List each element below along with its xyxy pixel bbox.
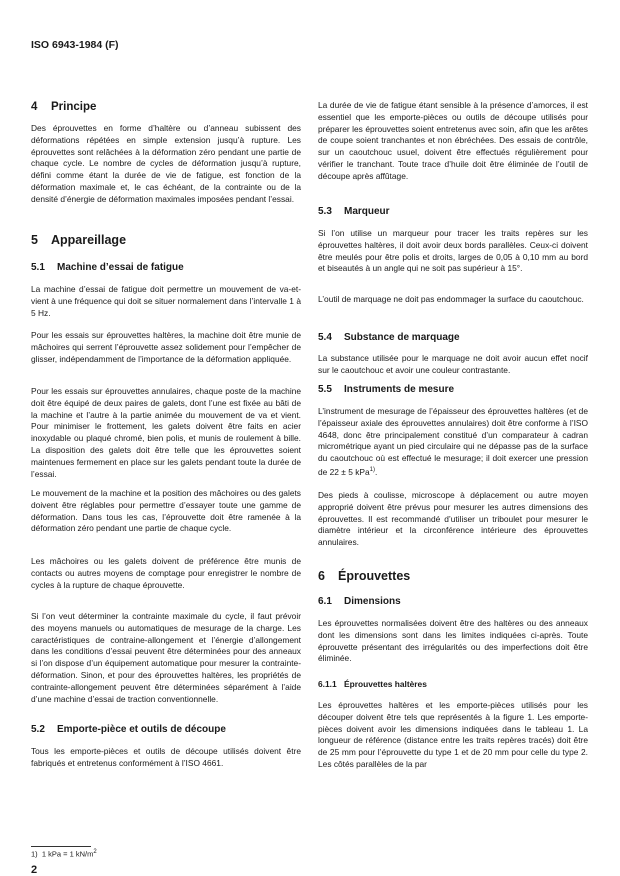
paragraph: Tous les emporte-pièces et outils de découpe utilisés doivent être fabriqués et entretenus conformément à l’ISO 4661. [31,746,301,768]
paragraph: Les éprouvettes normalisées doivent être des haltères ou des anneaux dont les dimensions sont dans les limites indiquées ci-après. Toute éprouvette présentant des irrégularités ou des imperfections doit être éliminée. [318,618,588,664]
footnote-divider [31,846,91,847]
paragraph: Pour les essais sur éprouvettes haltères, la machine doit être munie de mâchoires qui serrent l’éprouvette assez solidement pour l’empêcher de glisser, indépendamment de l’importance de la déformation appliquée. [31,330,301,364]
paragraph: La substance utilisée pour le marquage ne doit avoir aucun effet nocif sur le caoutchouc et avoir une couleur contrastante. [318,353,588,375]
section-title: Marqueur [344,206,390,217]
section-number: 5.1 [31,262,45,273]
footnote-superscript: 2 [93,849,97,855]
paragraph: La machine d’essai de fatigue doit permettre un mouvement de va-et-vient à une fréquence qui doit se situer normalement dans l’intervalle 1 à 5 Hz. [31,284,301,318]
paragraph: Des éprouvettes en forme d’haltère ou d’anneau subissent des déformations répétées en simple extension jusqu’à rupture. Les éprouvettes sont relâchées à la déformation zéro pendant une partie de chaque cycle. Le nombre de cycles de déformation jusqu’à rupture, défini comme étant la durée de vie de fatigue, est fonction de la déformation maximale et, le cas échéant, de la contrainte ou de la densité d’énergie de déformation maximales imposées pendant l’essai. [31,123,301,204]
section-title: Éprouvettes [338,569,411,583]
section-number: 5.2 [31,724,45,735]
section-number: 6.1 [318,596,332,607]
section-5-3-heading [318,206,588,217]
document-header: ISO 6943-1984 (F) [31,39,119,51]
paragraph: Des pieds à coulisse, microscope à déplacement ou autre moyen approprié doivent être prévus pour mesurer les autres dimensions des éprouvettes. Il est recommandé d’utiliser un triboulet pour mesurer le diamètre intérieur et la circonférence intérieure des éprouvettes annulaires. [318,490,588,548]
section-title: Principe [51,101,97,113]
section-title: Machine d’essai de fatigue [57,262,184,273]
paragraph: Si l’on veut déterminer la contrainte maximale du cycle, il faut prévoir des moyens manuels ou automatiques de mesurage de la charge. Les caractéristiques de contraine-allongement et l’énergie d’allongement dans les conditions d’essai peuvent être déterminées pour des anneaux si l’on dispose d’un équipement automatique pour mesurer la contrainte-déformation. Sinon, et pour des éprouvettes haltères, les propriétés de contrainte-allongement peuvent être déterminées séparément à l’aide d’une machine d’essai de traction conventionnelle. [31,611,301,704]
section-number: 5.4 [318,332,332,343]
section-5-2-heading [31,724,301,735]
section-5-1-heading [31,262,301,273]
section-5-4-heading [318,332,588,343]
section-number: 5.3 [318,206,332,217]
footnote-text: 1 kPa = 1 kN/m [41,849,94,859]
section-6-1-1-heading [318,679,588,689]
section-title: Appareillage [51,233,127,247]
section-number: 5 [31,233,38,247]
page-number: 2 [31,864,38,876]
footnote-reference: 1) [369,466,375,473]
paragraph: Les mâchoires ou les galets doivent de préférence être munis de contacts ou autres moyens de comptage pour enregistrer le nombre de cycles à la rupture de chaque éprouvette. [31,556,301,590]
footnote [31,849,97,859]
paragraph: La durée de vie de fatigue étant sensible à la présence d’amorces, il est essentiel que les emporte-pièces ou outils de découpe utilisés pour préparer les éprouvettes soient entretenus avec soin, afin que les arêtes de coupe soient tranchantes et non ébréchées. Des essais de contrôle, sur un caoutchouc usuel, doivent être effectués régulièrement pour vérifier le tranchant. Toute trace d’huile doit être éliminée de l’outil de découpe après affûtage. [318,100,588,181]
section-title: Emporte-pièce et outils de découpe [57,724,226,735]
paragraph-end: . [374,466,378,477]
section-4-heading [31,101,301,113]
section-5-heading [31,233,301,247]
paragraph: Les éprouvettes haltères et les emporte-pièces utilisés pour les découper doivent être tels que représentés à la figure 1. Les emporte-pièces doivent avoir les dimensions indiquées dans le tableau 1. La longueur de référence (distance entre les traits repères tracés) doit être de 25 mm pour l’éprouvette du type 1 et de 20 mm pour celle du type 2. Les côtés parallèles de la par [318,700,588,769]
footnote-mark: 1) [31,849,38,859]
section-number: 5.5 [318,384,332,395]
section-number: 6.1.1 [318,679,337,689]
section-number: 4 [31,101,38,113]
paragraph: Le mouvement de la machine et la position des mâchoires ou des galets doivent être réglables pour permettre d’essayer toute une gamme de déformation. Dans tous les cas, l’éprouvette doit être ramenée à la déformation zéro pendant une partie de chaque cycle. [31,488,301,534]
section-title: Éprouvettes haltères [344,679,427,689]
section-title: Substance de marquage [344,332,460,343]
paragraph: Si l’on utilise un marqueur pour tracer les traits repères sur les éprouvettes haltères, il doit avoir deux bords parallèles. Ceux-ci doivent être meulés pour être polis et droits, larges de 0,05 à 0,10 mm au bord et biseautés à un angle qui ne soit pas supérieur à 15°. [318,228,588,274]
section-6-1-heading [318,596,588,607]
paragraph: Pour les essais sur éprouvettes annulaires, chaque poste de la machine doit être équipé de deux paires de galets, dont l’une est fixée au bâti de la machine et l’autre à la partie animée du mouvement de va et vient. Pour minimiser le frottement, les galets doivent être faits en acier inoxydable ou plaqué chromé, bien polis, et munis de roulement à bille. La disposition des galets doit être telle que les éprouvettes soient maintenues fermement en place sur les galets pendant toute la durée de l’essai. [31,386,301,479]
section-6-heading [318,569,588,583]
section-title: Instruments de mesure [344,384,455,395]
paragraph [318,406,588,479]
section-5-5-heading [318,384,588,395]
section-title: Dimensions [344,596,401,607]
paragraph-text: L’instrument de mesurage de l’épaisseur des éprouvettes haltères (et de l’épaisseur axiale des éprouvettes annulaires) doit être conforme à l’ISO 4648, donc être principalement constitué d’un comparateur à cadran micrométrique ayant un pied circulaire qui ne dépasse pas de la surface du caoutchouc où est effectué le mesurage; il doit exercer une pression de 22 ± 5 kPa [318,406,588,477]
paragraph: L’outil de marquage ne doit pas endommager la surface du caoutchouc. [318,294,584,304]
section-number: 6 [318,569,325,583]
